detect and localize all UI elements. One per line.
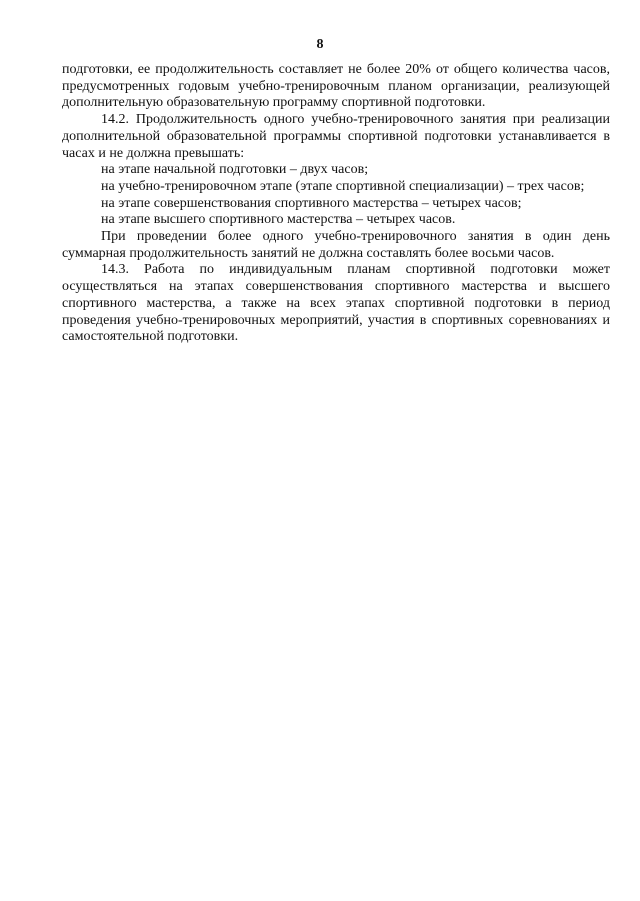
paragraph-multiple-sessions: При проведении более одного учебно-тренировочного занятия в один день суммарная продолжительность занятий не должна составлять более восьми часов.	[62, 229, 610, 261]
list-item-improvement-stage: на этапе совершенствования спортивного мастерства – четырех часов;	[101, 195, 522, 211]
list-item-highest-stage: на этапе высшего спортивного мастерства – четырех часов.	[101, 212, 456, 228]
list-item-initial-stage: на этапе начальной подготовки – двух часов;	[101, 162, 369, 178]
page-number: 8	[316, 37, 324, 52]
list-item-training-stage: на учебно-тренировочном этапе (этапе спортивной специализации) – трех часов;	[101, 178, 585, 194]
paragraph-continuation: подготовки, ее продолжительность составляет не более 20% от общего количества часов, предусмотренных годовым учебно-тренировочным планом организации, реализующей дополнительную образовательную программу спортивной подготовки.	[62, 62, 610, 111]
paragraph-14-2: 14.2. Продолжительность одного учебно-тренировочного занятия при реализации дополнительной образовательной программы спортивной подготовки устанавливается в часах и не должна превышать:	[62, 112, 610, 161]
paragraph-14-3: 14.3. Работа по индивидуальным планам спортивной подготовки может осуществляться на этапах совершенствования спортивного мастерства и высшего спортивного мастерства, а также на всех этапах спортивной подготовки в период проведения учебно-тренировочных мероприятий, участия в спортивных соревнованиях и самостоятельной подготовки.	[62, 262, 610, 345]
document-body	[62, 62, 610, 346]
